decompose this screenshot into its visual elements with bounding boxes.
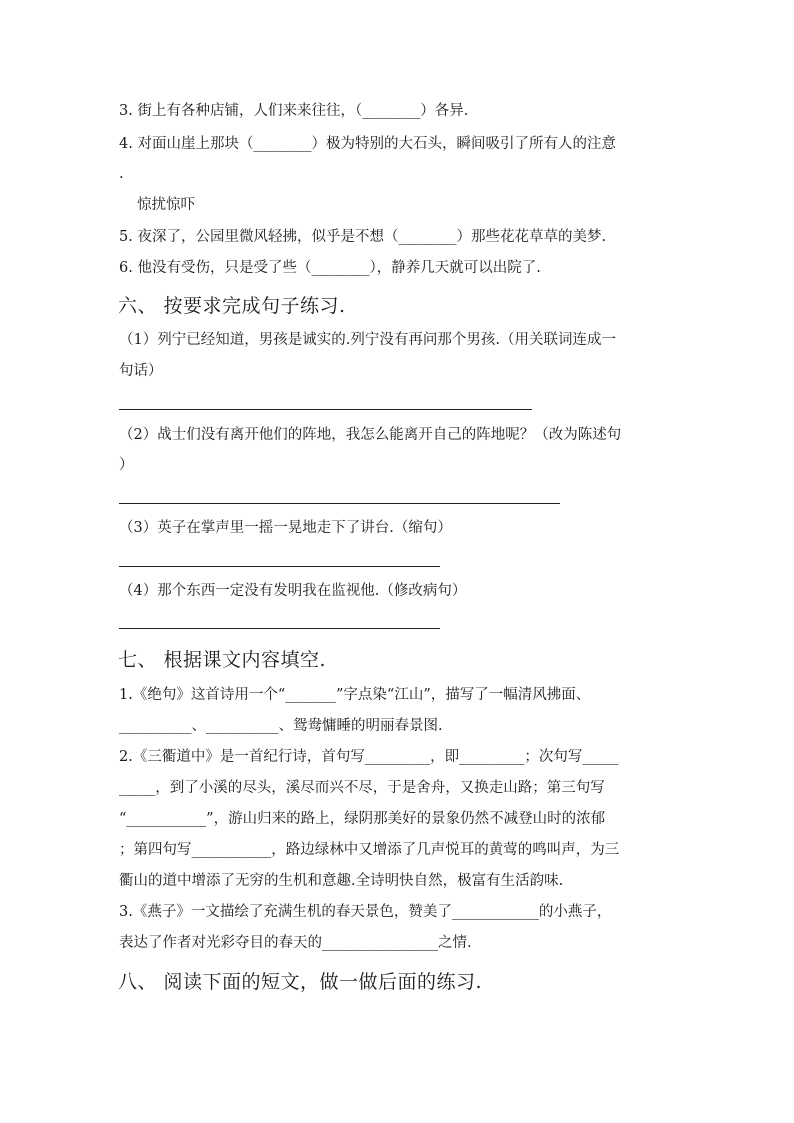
question-5-5: 5. 夜深了，公园里微风轻拂，似乎是不想（________）那些花花草草的美梦. [119, 229, 607, 245]
question-6-2-line1: （2）战士们没有离开他们的阵地，我怎么能离开自己的阵地呢？（改为陈述句 [119, 427, 622, 443]
question-7-2-line2: _____，到了小溪的尽头，溪尽而兴不尽，于是舍舟，又换走山路；第三句写 [119, 780, 605, 796]
question-7-2-line4: ；第四句写___________，路边绿林中又增添了几声悦耳的黄莺的鸣叫声，为三 [119, 842, 620, 858]
question-7-3-line1: 3.《燕子》一文描绘了充满生机的春天景色，赞美了____________的小燕子， [119, 904, 612, 920]
question-7-1-line2: __________、__________、鸳鸯慵睡的明丽春景图. [119, 718, 443, 734]
answer-line-6-3[interactable] [119, 566, 440, 567]
section-8-heading: 八、 阅读下面的短文，做一做后面的练习. [118, 971, 483, 993]
question-6-3: （3）英子在掌声里一摇一晃地走下了讲台.（缩句） [119, 520, 452, 536]
question-6-4: （4）那个东西一定没有发明我在监视他.（修改病句） [119, 583, 467, 599]
question-6-1-line2: 句话） [119, 363, 163, 379]
question-5-4-line2: . [119, 166, 124, 182]
question-6-2-line2: ） [119, 457, 134, 473]
answer-line-6-1[interactable] [119, 409, 532, 410]
question-7-3-line2: 表达了作者对光彩夺目的春天的________________之情. [119, 935, 472, 951]
section-6-heading: 六、 按要求完成句子练习. [118, 295, 346, 317]
question-7-2-line3: “___________”，游山归来的路上，绿阴那美好的景象仍然不减登山时的浓郁 [119, 811, 606, 827]
question-7-2-line1: 2.《三衢道中》是一首纪行诗，首句写_________，即_________；次句写_____ [119, 749, 619, 765]
word-choices: 惊扰惊吓 [137, 197, 195, 213]
answer-line-6-2[interactable] [119, 503, 560, 504]
question-6-1-line1: （1）列宁已经知道，男孩是诚实的.列宁没有再问那个男孩.（用关联词连成一 [119, 332, 616, 348]
answer-line-6-4[interactable] [119, 628, 440, 629]
question-5-3: 3. 街上有各种店铺，人们来来往往，（________）各异. [119, 103, 469, 119]
section-7-heading: 七、 根据课文内容填空. [118, 649, 327, 671]
question-5-4-line1: 4. 对面山崖上那块（________）极为特别的大石头，瞬间吸引了所有人的注意 [119, 136, 616, 152]
question-7-2-line5: 衢山的道中增添了无穷的生机和意趣.全诗明快自然，极富有生活韵味. [119, 873, 564, 889]
question-7-1-line1: 1.《绝句》这首诗用一个“_______”字点染“江山”，描写了一幅清风拂面、 [119, 687, 591, 703]
question-5-6: 6. 他没有受伤，只是受了些（________），静养几天就可以出院了. [119, 260, 541, 276]
